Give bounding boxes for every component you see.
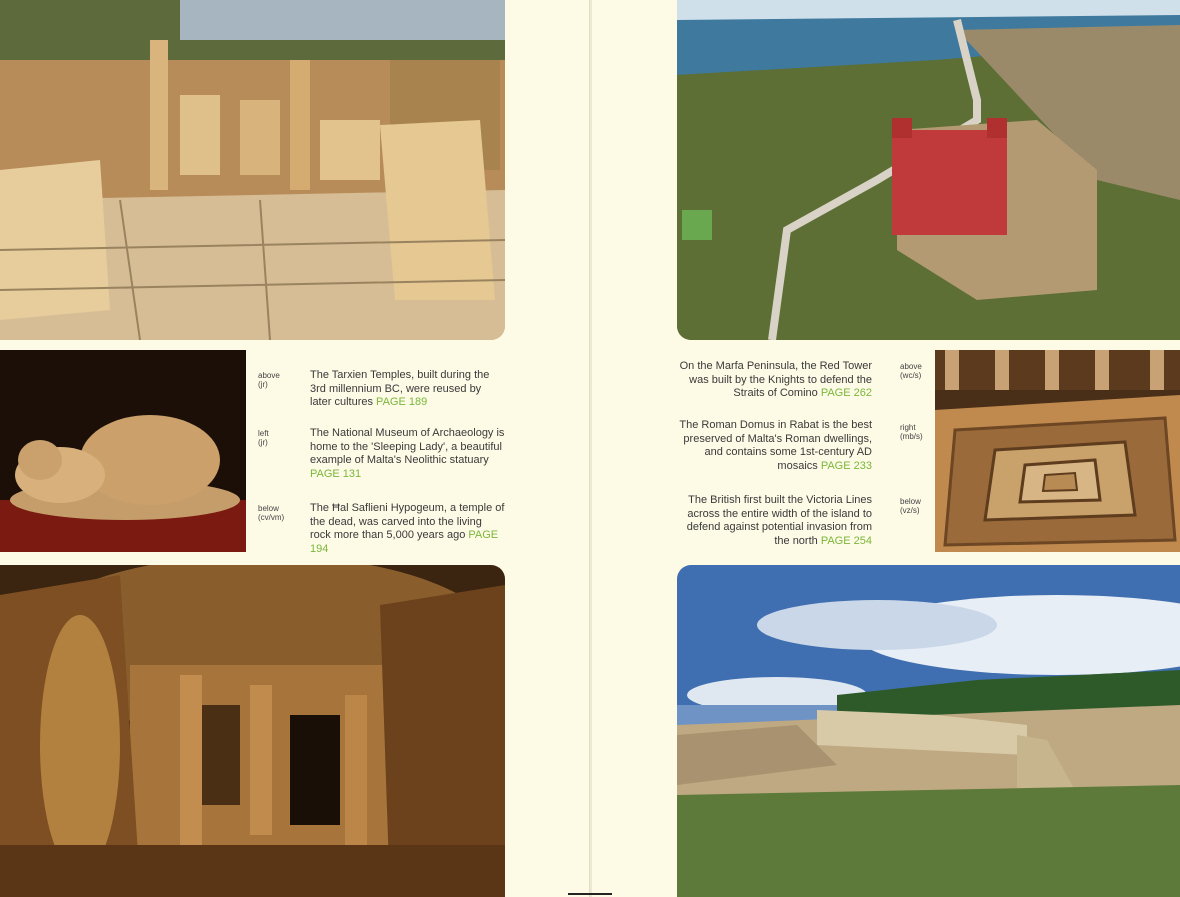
caption-text: The Ħal Saflieni Hypogeum, a temple of the dead, was carved into the living rock more than 5,000 years ago bbox=[310, 502, 505, 541]
victoria-lines-photo bbox=[677, 565, 1180, 897]
red-tower-photo bbox=[677, 0, 1180, 340]
caption-credit bbox=[258, 371, 280, 389]
credit-position: above bbox=[258, 371, 280, 380]
roman-domus-mosaic-photo bbox=[935, 350, 1180, 552]
caption-text: The National Museum of Archaeology is home to the 'Sleeping Lady', a beautiful example of Malta's Neolithic statuary bbox=[310, 427, 505, 466]
caption-text: The British first built the Victoria Lines across the entire width of the island to defend against potential invasion from the north bbox=[686, 494, 872, 547]
credit-photographer: (cv/vm) bbox=[258, 513, 285, 522]
page-reference-link[interactable]: PAGE 262 bbox=[820, 387, 872, 399]
caption-red-tower bbox=[677, 360, 872, 401]
credit-photographer: (jr) bbox=[258, 380, 268, 389]
caption-credit bbox=[900, 362, 922, 380]
credit-photographer: (mb/s) bbox=[900, 432, 923, 441]
sleeping-lady-photo bbox=[0, 350, 246, 552]
credit-position: right bbox=[900, 423, 916, 432]
page-reference-link[interactable]: PAGE 254 bbox=[820, 534, 872, 547]
page-reference-link[interactable]: PAGE 194 bbox=[310, 529, 499, 555]
credit-position: above bbox=[900, 362, 922, 371]
credit-photographer: (wc/s) bbox=[900, 371, 922, 380]
caption-hypogeum bbox=[310, 502, 505, 556]
page-reference-link[interactable]: PAGE 233 bbox=[820, 459, 872, 472]
credit-photographer: (jr) bbox=[258, 438, 268, 447]
caption-credit bbox=[258, 504, 284, 522]
caption-credit bbox=[900, 497, 921, 515]
caption-tarxien bbox=[310, 369, 505, 410]
caption-text: The Tarxien Temples, built during the 3rd millennium BC, were reused by later cultures bbox=[310, 369, 490, 408]
page-reference-link[interactable]: PAGE 131 bbox=[310, 467, 362, 480]
page-folio-rule bbox=[568, 893, 612, 895]
credit-photographer: (vz/s) bbox=[900, 506, 920, 515]
caption-text: The Roman Domus in Rabat is the best preserved of Malta's Roman dwellings, and contains some 1st-century AD mosaics bbox=[679, 419, 872, 472]
credit-position: below bbox=[258, 504, 279, 513]
caption-credit bbox=[900, 423, 923, 441]
credit-position: below bbox=[900, 497, 921, 506]
caption-sleeping-lady bbox=[310, 427, 505, 481]
hypogeum-photo bbox=[0, 565, 505, 897]
tarxien-temples-photo bbox=[0, 0, 505, 340]
page-reference-link[interactable]: PAGE 189 bbox=[376, 396, 428, 408]
caption-victoria-lines bbox=[677, 494, 872, 548]
caption-text: On the Marfa Peninsula, the Red Tower was built by the Knights to defend the Straits of Comino bbox=[679, 360, 872, 399]
caption-credit bbox=[258, 429, 269, 447]
credit-position: left bbox=[258, 429, 269, 438]
right-page bbox=[592, 0, 1180, 897]
caption-roman-domus bbox=[677, 419, 872, 473]
